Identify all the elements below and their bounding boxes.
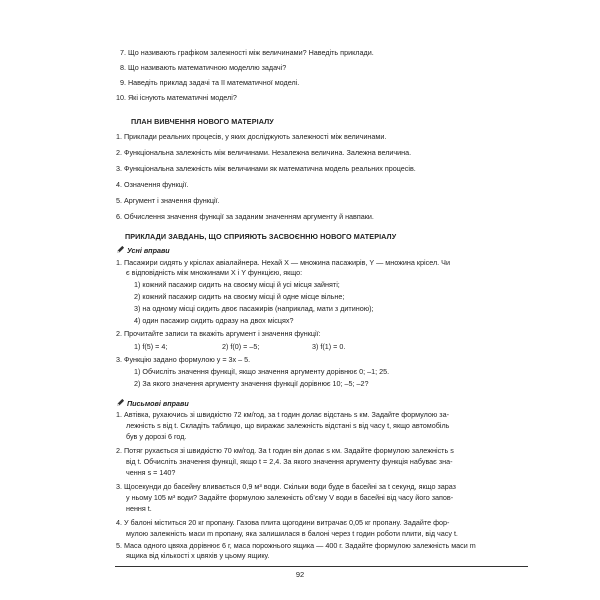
question-9: 9. Наведіть приклад задачі та її математичної моделі. (120, 78, 300, 87)
written-ex2-line3: чення s = 140? (126, 468, 176, 477)
written-ex3-line3: нення t. (126, 504, 152, 513)
plan-item-4: 4. Означення функції. (116, 180, 189, 189)
oral-exercises-title: Усні вправи (127, 246, 170, 255)
pen-icon (116, 245, 125, 254)
oral-ex2-sub3: 3) f(1) = 0. (312, 342, 346, 351)
tasks-heading: ПРИКЛАДИ ЗАВДАНЬ, ЩО СПРИЯЮТЬ ЗАСВОЄННЮ НОВОГО МАТЕРІАЛУ (125, 232, 397, 241)
oral-ex2-sub1: 1) f(5) = 4; (134, 342, 168, 351)
written-ex2-line2: від t. Обчисліть значення функції, якщо t = 2,4. За якого значення аргументу функція набуває зна- (126, 457, 453, 466)
page-number: 92 (295, 570, 305, 579)
question-10: 10. Які існують математичні моделі? (116, 93, 237, 102)
written-ex4-line1: 4. У балоні міститься 20 кг пропану. Газова плита щогодини витрачає 0,05 кг пропану. Задайте фор- (116, 518, 450, 527)
oral-ex3-line: 3. Функцію задано формулою y = 3x – 5. (116, 355, 251, 364)
oral-ex1-sub4: 4) один пасажир сидить одразу на двох місцях? (134, 316, 294, 325)
written-ex4-line2: мулою залежність маси m пропану, яка залишилася в балоні через t годин роботи плити, від часу t. (126, 529, 458, 538)
oral-ex1-sub1: 1) кожний пасажир сидить на своєму місці й усі місця зайняті; (134, 280, 340, 289)
written-ex5-line2: ящика від кількості x цвяхів у цьому ящику. (126, 551, 270, 560)
oral-ex2-line: 2. Прочитайте записи та вкажіть аргумент і значення функції: (116, 329, 321, 338)
plan-item-5: 5. Аргумент і значення функції. (116, 196, 220, 205)
oral-exercises-header (116, 245, 170, 255)
written-ex1-line2: лежність s від t. Складіть таблицю, що виражає залежність відстані s від часу t, якщо автомобіль (126, 421, 450, 430)
oral-ex1-sub2: 2) кожний пасажир сидить на своєму місці й одне місце вільне; (134, 292, 345, 301)
plan-item-2: 2. Функціональна залежність між величинами. Незалежна величина. Залежна величина. (116, 148, 412, 157)
plan-item-6: 6. Обчислення значення функції за заданим значенням аргументу й навпаки. (116, 212, 374, 221)
footer-rule (115, 566, 528, 567)
question-8: 8. Що називають математичною моделлю задачі? (120, 63, 287, 72)
written-ex2-line1: 2. Потяг рухається зі швидкістю 70 км/год. За t годин він долає s км. Задайте формулою залежність s (116, 446, 454, 455)
oral-ex1-sub3: 3) на одному місці сидить двоє пасажирів (наприклад, мати з дитиною); (134, 304, 374, 313)
oral-ex2-sub2: 2) f(0) = –5; (222, 342, 260, 351)
question-7: 7. Що називають графіком залежності між величинами? Наведіть приклади. (120, 48, 374, 57)
written-ex3-line2: у ньому 105 м³ води? Задайте формулою залежність об’єму V води в басейні від часу його запов- (126, 493, 454, 502)
written-ex1-line3: був у дорозі 6 год. (126, 432, 187, 441)
oral-ex3-sub2: 2) За якого значення аргументу значення функції дорівнює 10; –5; –2? (134, 379, 369, 388)
written-ex5-line1: 5. Маса одного цвяха дорівнює 6 г, маса порожнього ящика — 400 г. Задайте формулою залежність маси m (116, 541, 476, 550)
plan-heading: ПЛАН ВИВЧЕННЯ НОВОГО МАТЕРІАЛУ (131, 117, 274, 126)
oral-ex3-sub1: 1) Обчисліть значення функції, якщо значення аргументу дорівнює 0; –1; 25. (134, 367, 390, 376)
written-ex1-line1: 1. Автівка, рухаючись зі швидкістю 72 км/год, за t годин долає відстань s км. Задайте формулою за- (116, 410, 449, 419)
written-exercises-header (116, 398, 189, 408)
pen-icon (116, 398, 125, 407)
plan-item-3: 3. Функціональна залежність між величинами як математична модель реальних процесів. (116, 164, 416, 173)
plan-item-1: 1. Приклади реальних процесів, у яких досліджують залежності між величинами. (116, 132, 387, 141)
written-exercises-title: Письмові вправи (127, 399, 189, 408)
oral-ex1-line1: 1. Пасажири сидять у кріслах авіалайнера. Нехай X — множина пасажирів, Y — множина крісел. Чи (116, 258, 450, 267)
written-ex3-line1: 3. Щосекунди до басейну вливається 0,9 м³ води. Скільки води буде в басейні за t секунд, якщо зараз (116, 482, 456, 491)
oral-ex1-line2: є відповідність між множинами X і Y функцією, якщо: (126, 268, 303, 277)
